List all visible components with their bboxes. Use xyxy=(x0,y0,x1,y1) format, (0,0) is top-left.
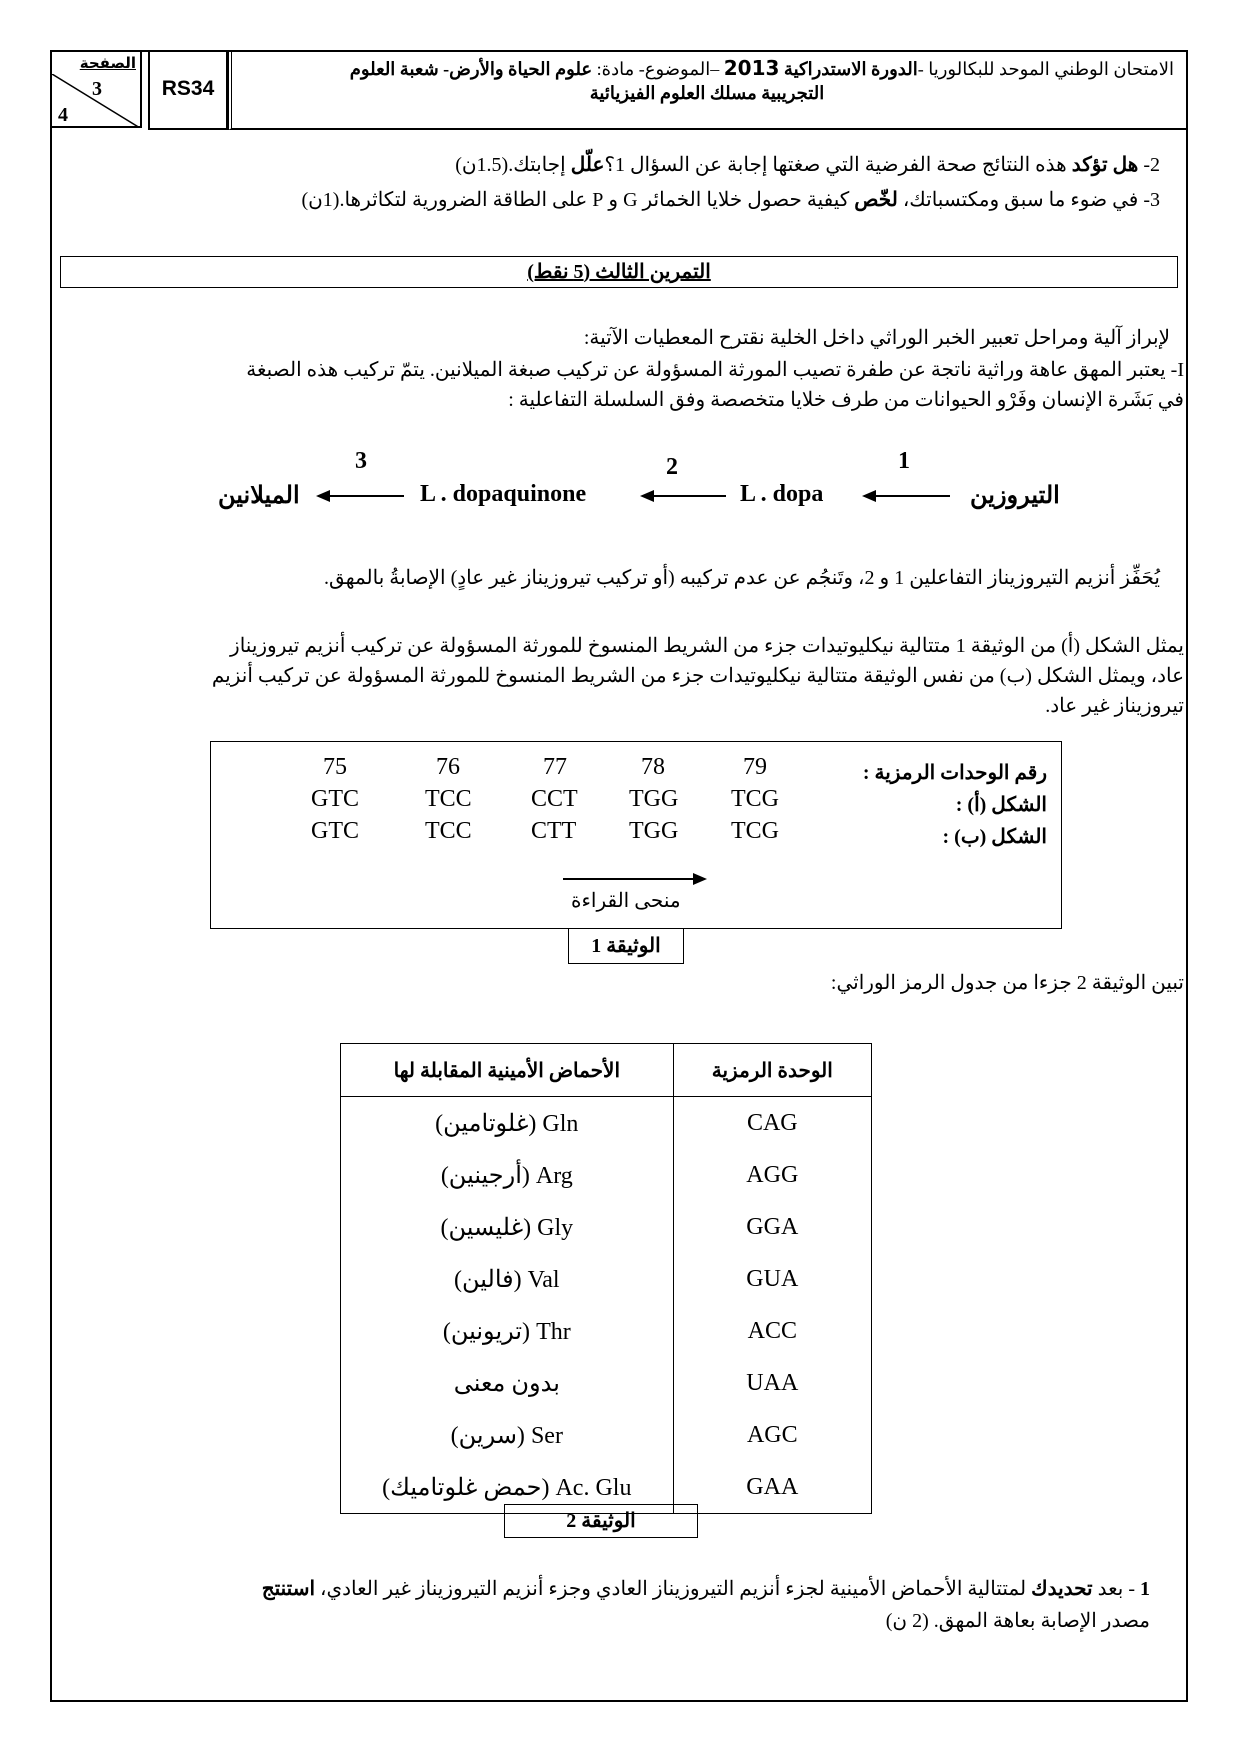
q2-bold2: علّل xyxy=(570,154,605,176)
tyrosine-label: التيروزين xyxy=(970,483,1060,509)
q3-bold: لخّص xyxy=(854,189,898,211)
page-current: 3 xyxy=(92,78,102,100)
document-1-caption: الوثيقة 1 xyxy=(568,928,684,964)
codon-number: 78 xyxy=(641,754,665,780)
page-label: الصفحة xyxy=(79,54,136,72)
ldopa-label: L . dopa xyxy=(740,481,824,507)
row-label-form-b: الشكل (ب) : xyxy=(942,826,1047,848)
codon-cell: ACC xyxy=(673,1305,871,1357)
question-3-prev xyxy=(60,187,1160,214)
col-header-codon: الوحدة الرمزية xyxy=(673,1044,871,1097)
codon-number: 75 xyxy=(323,754,347,780)
q3-text-b: كيفية حصول خلايا الخمائر G و P على الطاقة الضرورية لتكاثرها.(1ن) xyxy=(301,189,850,211)
document-1-box xyxy=(210,741,1062,929)
q3-text-a: 3- في ضوء ما سبق ومكتسباتك، xyxy=(902,189,1160,211)
amino-acid-cell: Ser (سرين) xyxy=(341,1409,674,1461)
table-row xyxy=(341,1201,872,1253)
arrow-step-2 xyxy=(640,489,726,503)
table-row xyxy=(341,1149,872,1201)
q1-bold-b: استنتج xyxy=(261,1578,316,1600)
part1-line1: I- يعتبر المهق عاهة وراثية ناتجة عن طفرة تصيب المورثة المسؤولة عن تركيب صبغة الميلانين. يتمّ تركيب هذه الصبغة xyxy=(246,359,1184,381)
q2-bold: هل تؤكد xyxy=(1071,154,1139,176)
form-a-triplet: TGG xyxy=(629,786,679,812)
question-1 xyxy=(60,1576,1150,1603)
step-2: 2 xyxy=(666,454,678,480)
q1-text-b: لمتتالية الأحماض الأمينية لجزء أنزيم التيروزيناز العادي وجزء أنزيم التيروزيناز غير العادي، xyxy=(320,1578,1027,1600)
table-row xyxy=(341,1097,872,1150)
enzyme-note: يُحَفِّز أنزيم التيروزيناز التفاعلين 1 و 2، وتَنجُم عن عدم تركيبه (أو تركيب تيروزيناز غير عادٍ) الإصابةُ بالمهق. xyxy=(324,567,1160,589)
form-b-triplet: CTT xyxy=(531,818,577,844)
amino-acid-cell: Gln (غلوتامين) xyxy=(341,1097,674,1150)
q1-bold-a: تحديدك xyxy=(1031,1578,1093,1600)
exam-header xyxy=(50,50,1188,130)
codon-cell: GAA xyxy=(673,1461,871,1514)
codon-cell: UAA xyxy=(673,1357,871,1409)
reading-direction-label: منحى القراءة xyxy=(571,890,681,912)
codon-number: 77 xyxy=(543,754,567,780)
amino-acid-cell: بدون معنى xyxy=(341,1357,674,1409)
q1-num: 1 xyxy=(1140,1578,1150,1600)
arrow-step-3 xyxy=(316,489,404,503)
exam-title xyxy=(228,50,1188,130)
codon-cell: GUA xyxy=(673,1253,871,1305)
form-b-triplet: GTC xyxy=(311,818,359,844)
doc1-desc-line3: تيروزيناز غير عاد. xyxy=(1045,695,1184,717)
amino-acid-cell: Thr (تريونين) xyxy=(341,1305,674,1357)
q1-text-a: - بعد xyxy=(1097,1578,1135,1600)
q2-tail: إجابتك.(1.5ن) xyxy=(455,154,566,176)
codon-cell: AGC xyxy=(673,1409,871,1461)
table-row xyxy=(341,1357,872,1409)
codon-cell: CAG xyxy=(673,1097,871,1150)
title-session: الدورة الاستدراكية xyxy=(783,59,918,79)
genetic-code-table xyxy=(340,1043,872,1514)
form-b-triplet: TCG xyxy=(731,818,779,844)
exercise-intro: لإبراز آلية ومراحل تعبير الخبر الوراثي داخل الخلية نقترح المعطيات الآتية: xyxy=(583,327,1170,349)
codon-number: 79 xyxy=(743,754,767,780)
doc2-intro: تبين الوثيقة 2 جزءا من جدول الرمز الوراثي: xyxy=(830,972,1184,994)
step-1: 1 xyxy=(898,448,910,474)
doc1-desc-line1: يمثل الشكل (أ) من الوثيقة 1 متتالية نيكليوتيدات جزء من الشريط المنسوخ للمورثة المسؤولة عن تركيب أنزيم تيروزيناز xyxy=(230,635,1184,657)
form-a-triplet: TCC xyxy=(425,786,472,812)
arrow-step-1 xyxy=(862,489,950,503)
col-header-amino: الأحماض الأمينية المقابلة لها xyxy=(341,1044,674,1097)
amino-acid-cell: Ac. Glu (حمض غلوتاميك) xyxy=(341,1461,674,1514)
codon-number: 76 xyxy=(436,754,460,780)
melanin-label: الميلانين xyxy=(218,483,300,509)
q2-text: هذه النتائج صحة الفرضية التي صغتها إجابة عن السؤال 1؟ xyxy=(604,154,1067,176)
form-a-triplet: GTC xyxy=(311,786,359,812)
form-b-triplet: TCC xyxy=(425,818,472,844)
ldopaquinone-label: L . dopaquinone xyxy=(420,481,587,507)
table-row xyxy=(341,1305,872,1357)
title-subject: علوم الحياة والأرض- شعبة العلوم xyxy=(349,59,593,79)
step-3: 3 xyxy=(355,448,367,474)
amino-acid-cell: Val (فالين) xyxy=(341,1253,674,1305)
row-label-numbers: رقم الوحدات الرمزية : xyxy=(862,762,1047,784)
form-b-triplet: TGG xyxy=(629,818,679,844)
table-row xyxy=(341,1253,872,1305)
table-row xyxy=(341,1409,872,1461)
codon-cell: GGA xyxy=(673,1201,871,1253)
title-year: 2013 xyxy=(723,56,780,80)
reading-direction-arrow xyxy=(563,872,707,886)
title-line2: التجريبية مسلك العلوم الفيزيائية xyxy=(589,83,825,103)
page-total: 4 xyxy=(58,104,68,126)
form-a-triplet: TCG xyxy=(731,786,779,812)
amino-acid-cell: Arg (أرجينين) xyxy=(341,1149,674,1201)
part1-line2: في بَشَرة الإنسان وفَرْو الحيوانات من طرف خلايا متخصصة وفق السلسلة التفاعلية : xyxy=(508,389,1184,411)
exercise-title-bar xyxy=(60,256,1178,288)
question-1-line2: مصدر الإصابة بعاهة المهق. (2 ن) xyxy=(885,1610,1150,1632)
row-label-form-a: الشكل (أ) : xyxy=(955,794,1047,816)
q2-num: 2- xyxy=(1143,154,1160,176)
document-2-caption: الوثيقة 2 xyxy=(504,1504,698,1538)
amino-acid-cell: Gly (غليسين) xyxy=(341,1201,674,1253)
page-number-box xyxy=(52,52,142,128)
doc1-desc-line2: عاد، ويمثل الشكل (ب) من نفس الوثيقة متتالية نيكليوتيدات جزء من الشريط المنسوخ للمورثة المسؤولة عن تركيب أنزيم xyxy=(211,665,1184,687)
form-a-triplet: CCT xyxy=(531,786,578,812)
exercise-title: التمرين الثالث (5 نقط) xyxy=(527,261,711,283)
exam-code: RS34 xyxy=(148,50,228,130)
codon-cell: AGG xyxy=(673,1149,871,1201)
title-part1: الامتحان الوطني الموحد للبكالوريا - xyxy=(917,59,1174,79)
title-part2: –الموضوع- مادة: xyxy=(596,59,720,79)
question-2-prev xyxy=(100,152,1160,179)
